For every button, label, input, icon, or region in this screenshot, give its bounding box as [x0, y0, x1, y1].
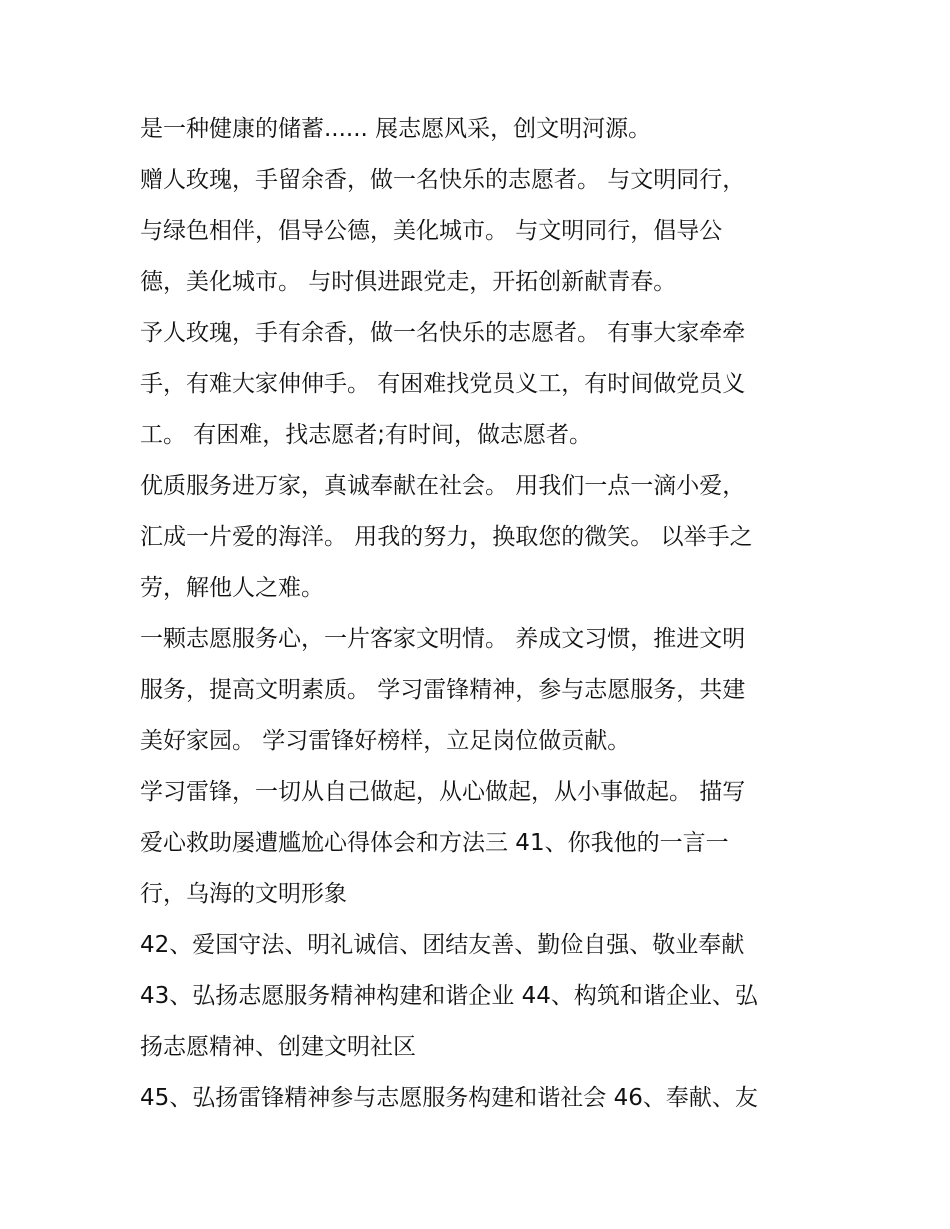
text-line: 42、爱国守法、明礼诚信、团结友善、勤俭自强、敬业奉献	[140, 932, 745, 958]
text-line: 与绿色相伴，倡导公德，美化城市。 与文明同行，倡导公	[140, 218, 723, 244]
text-line: 45、弘扬雷锋精神参与志愿服务构建和谐社会 46、奉献、友	[140, 1085, 758, 1111]
text-line: 学习雷锋，一切从自己做起，从心做起，从小事做起。 描写	[140, 779, 746, 805]
body-text	[140, 104, 810, 1124]
text-line: 扬志愿精神、创建文明社区	[140, 1034, 416, 1060]
text-line: 劳，解他人之难。	[140, 575, 324, 601]
text-line: 汇成一片爱的海洋。 用我的努力，换取您的微笑。 以举手之	[140, 524, 753, 550]
text-line: 是一种健康的储蓄...... 展志愿风采，创文明河源。	[140, 116, 652, 142]
text-line: 优质服务进万家，真诚奉献在社会。 用我们一点一滴小爱，	[140, 473, 746, 499]
text-line: 赠人玫瑰，手留余香，做一名快乐的志愿者。 与文明同行，	[140, 167, 746, 193]
text-line: 工。 有困难，找志愿者;有时间，做志愿者。	[140, 422, 593, 448]
text-line: 服务，提高文明素质。 学习雷锋精神，参与志愿服务，共建	[140, 677, 746, 703]
text-line: 行，乌海的文明形象	[140, 881, 347, 907]
text-line: 美好家园。 学习雷锋好榜样，立足岗位做贡献。	[140, 728, 631, 754]
text-line: 予人玫瑰，手有余香，做一名快乐的志愿者。 有事大家牵牵	[140, 320, 746, 346]
text-line: 一颗志愿服务心，一片客家文明情。 养成文习惯，推进文明	[140, 626, 746, 652]
text-line: 爱心救助屡遭尴尬心得体会和方法三 41、你我他的一言一	[140, 830, 729, 856]
text-line: 德，美化城市。 与时俱进跟党走，开拓创新献青春。	[140, 269, 677, 295]
text-line: 43、弘扬志愿服务精神构建和谐企业 44、构筑和谐企业、弘	[140, 983, 758, 1009]
text-line: 手，有难大家伸伸手。 有困难找党员义工，有时间做党员义	[140, 371, 746, 397]
